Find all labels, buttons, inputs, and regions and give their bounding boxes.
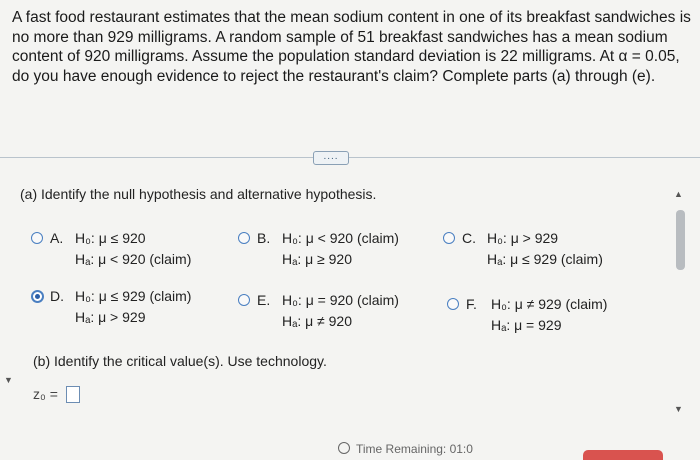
clock-icon (338, 442, 350, 454)
scrollbar-thumb[interactable] (676, 210, 685, 270)
radio-d[interactable] (31, 290, 44, 303)
part-a-label: (a) Identify the null hypothesis and alternative hypothesis. (20, 186, 377, 202)
option-f-h0: H₀: μ ≠ 929 (claim) (491, 296, 608, 312)
option-e-h0: H₀: μ = 920 (claim) (282, 292, 399, 308)
option-d-letter: D. (50, 288, 64, 304)
radio-a[interactable] (31, 232, 43, 244)
option-b-ha: Hₐ: μ ≥ 920 (282, 251, 352, 267)
option-d-ha: Hₐ: μ > 929 (75, 309, 146, 325)
option-a-letter: A. (50, 230, 64, 246)
caret-down-icon[interactable]: ▼ (4, 375, 13, 385)
option-a-h0: H₀: μ ≤ 920 (75, 230, 146, 246)
option-f-letter: F. (466, 296, 477, 312)
part-b-label: (b) Identify the critical value(s). Use technology. (33, 353, 327, 369)
divider (0, 157, 700, 158)
radio-c[interactable] (443, 232, 455, 244)
scroll-up-icon[interactable]: ▲ (674, 189, 683, 199)
option-b-letter: B. (257, 230, 271, 246)
option-d-h0: H₀: μ ≤ 929 (claim) (75, 288, 192, 304)
option-b-h0: H₀: μ < 920 (claim) (282, 230, 399, 246)
critical-value-input[interactable] (66, 386, 80, 403)
scroll-down-icon[interactable]: ▼ (674, 404, 683, 414)
question-text: A fast food restaurant estimates that the mean sodium content in one of its breakfast sandwiches is no more than 929 milligrams. A random sample of 51 breakfast sandwiches has a mean sodium content of 920 milligrams. Assume the population standard deviation is 22 milligrams. At α = 0.05, do you have enough evidence to reject the restaurant's claim? Complete parts (a) through (e). (12, 9, 691, 85)
option-e-ha: Hₐ: μ ≠ 920 (282, 313, 352, 329)
radio-b[interactable] (238, 232, 250, 244)
time-remaining-label: Time Remaining: 01:0 (356, 442, 473, 456)
option-c-h0: H₀: μ > 929 (487, 230, 559, 246)
time-remaining (338, 442, 473, 456)
radio-f[interactable] (447, 298, 459, 310)
next-button[interactable] (583, 450, 663, 460)
option-c-ha: Hₐ: μ ≤ 929 (claim) (487, 251, 603, 267)
option-c-letter: C. (462, 230, 476, 246)
expand-button[interactable]: .... (313, 151, 349, 165)
z-label: z₀ = (33, 386, 58, 402)
option-a-ha: Hₐ: μ < 920 (claim) (75, 251, 192, 267)
radio-e[interactable] (238, 294, 250, 306)
option-f-ha: Hₐ: μ = 929 (491, 317, 562, 333)
option-e-letter: E. (257, 292, 271, 308)
